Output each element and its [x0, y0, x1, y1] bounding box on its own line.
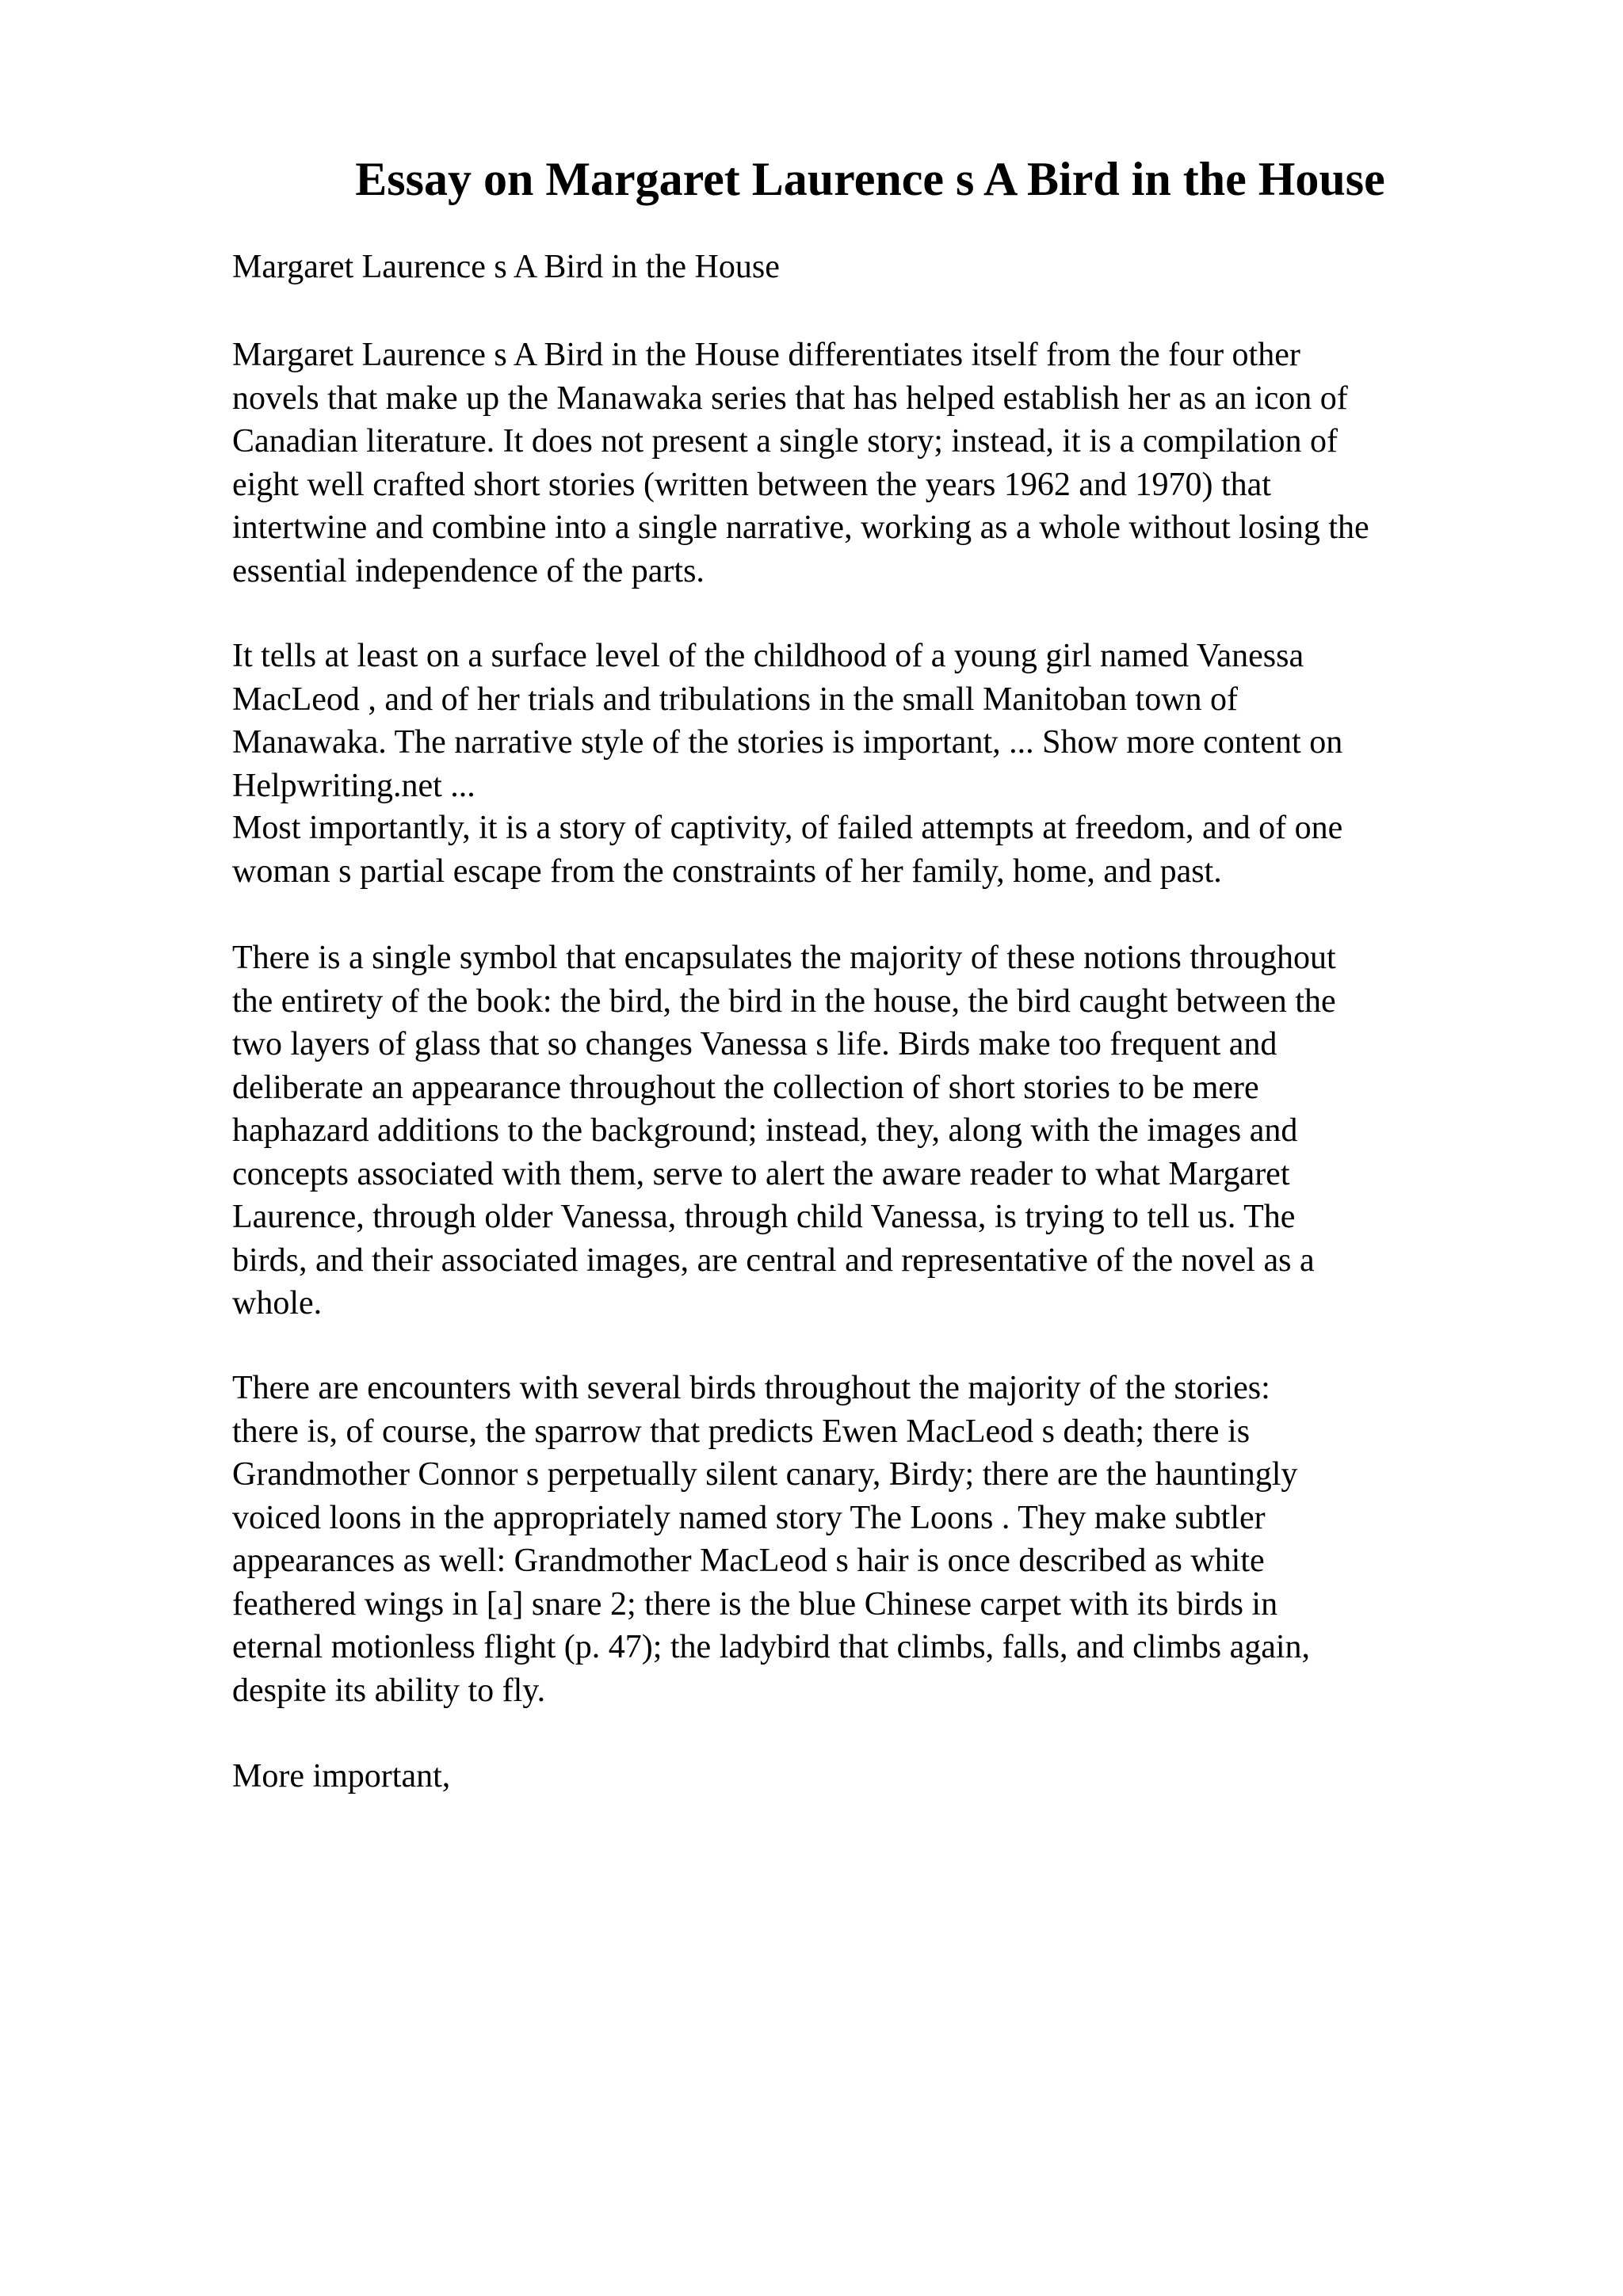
paragraph [232, 807, 1579, 893]
text-line: essential independence of the parts. [232, 552, 705, 589]
text-line: Grandmother Connor s perpetually silent canary, Birdy; there are the hauntingly [232, 1456, 1298, 1493]
text-line: Helpwriting.net ... [232, 767, 475, 804]
text-line: It tells at least on a surface level of the childhood of a young girl named Vanessa [232, 638, 1304, 674]
text-line: whole. [232, 1285, 323, 1322]
text-line: there is, of course, the sparrow that predicts Ewen MacLeod s death; there is [232, 1413, 1251, 1450]
paragraph [232, 334, 1579, 593]
text-line: There are encounters with several birds throughout the majority of the stories: [232, 1370, 1270, 1406]
text-line: the entirety of the book: the bird, the bird in the house, the bird caught between the [232, 982, 1336, 1020]
paragraph [232, 936, 1579, 1325]
text-line: MacLeod , and of her trials and tribulations in the small Manitoban town of [232, 681, 1239, 718]
text-line: despite its ability to fly. [232, 1672, 546, 1709]
text-line: voiced loons in the appropriately named story The Loons . They make subtler [232, 1499, 1266, 1536]
text-line: Laurence, through older Vanessa, through child Vanessa, is trying to tell us. The [232, 1199, 1296, 1235]
document-subtitle: Margaret Laurence s A Bird in the House [232, 249, 780, 285]
text-line: eternal motionless flight (p. 47); the ladybird that climbs, falls, and climbs again, [232, 1629, 1311, 1665]
text-line: feathered wings in [a] snare 2; there is the blue Chinese carpet with its birds in [232, 1585, 1278, 1623]
text-line: deliberate an appearance throughout the collection of short stories to be mere [232, 1069, 1259, 1106]
text-line: novels that make up the Manawaka series that has helped establish her as an icon of [232, 379, 1348, 417]
text-line: two layers of glass that so changes Vanessa s life. Birds make too frequent and [232, 1026, 1277, 1062]
text-line: concepts associated with them, serve to alert the aware reader to what Margaret [232, 1155, 1290, 1192]
text-line: There is a single symbol that encapsulates the majority of these notions throughout [232, 940, 1336, 976]
document-title: Essay on Margaret Laurence s A Bird in the House [355, 153, 1385, 205]
text-line: haphazard additions to the background; instead, they, along with the images and [232, 1112, 1298, 1149]
text-line: eight well crafted short stories (written between the years 1962 and 1970) that [232, 466, 1271, 503]
text-line: Most importantly, it is a story of captivity, of failed attempts at freedom, and of one [232, 810, 1343, 846]
paragraph [232, 635, 1579, 807]
text-line: woman s partial escape from the constraints of her family, home, and past. [232, 852, 1222, 890]
paragraph [232, 1367, 1579, 1712]
text-line: Manawaka. The narrative style of the stories is important, ... Show more content on [232, 724, 1343, 761]
text-line: More important, [232, 1758, 451, 1794]
text-line: intertwine and combine into a single narrative, working as a whole without losing the [232, 509, 1369, 546]
text-line: appearances as well: Grandmother MacLeod s hair is once described as white [232, 1543, 1265, 1579]
paragraph [232, 1755, 1579, 1798]
text-line: Canadian literature. It does not present a single story; instead, it is a compilation of [232, 423, 1338, 460]
text-line: birds, and their associated images, are central and representative of the novel as a [232, 1241, 1315, 1279]
text-line: Margaret Laurence s A Bird in the House differentiates itself from the four other [232, 337, 1300, 373]
